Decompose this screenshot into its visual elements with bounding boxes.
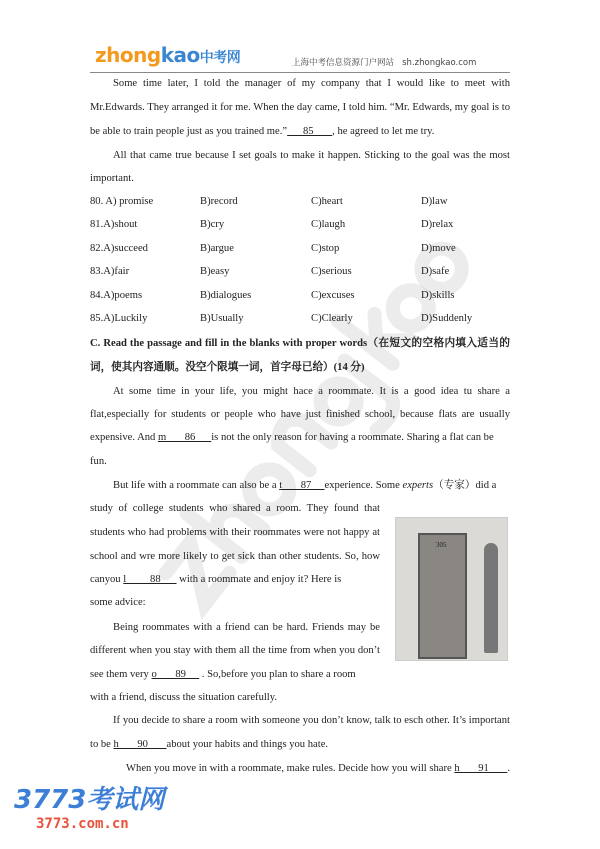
section-heading: C. Read the passage and fill in the blanks with proper words（在短文的空格内填入适当的 (90, 338, 510, 349)
text-line: students who had problems with their roommates were not happy at (90, 527, 380, 538)
blank-85: 85 (287, 126, 333, 137)
text-line: When you move in with a roommate, make rules. Decide how you will share h 91 . (126, 763, 510, 774)
option-81-C: C)laugh (311, 219, 346, 230)
option-81-B: B)cry (200, 219, 225, 230)
text-line: to be h 90 about your habits and things you hate. (90, 739, 329, 750)
option-82-B: B)argue (200, 243, 234, 254)
text-line: see them very o 89 . So,before you plan to share a room (90, 669, 356, 680)
option-83-A: 83.A)fair (90, 266, 130, 277)
option-85-A: 85.A)Luckily (90, 313, 148, 324)
text-line: Being roommates with a friend can be hard. Friends may be (113, 622, 380, 633)
text-line: with a friend, discuss the situation carefully. (90, 692, 278, 703)
site-url[interactable]: sh.zhongkao.com (402, 58, 477, 68)
option-80-B: B)record (200, 196, 238, 207)
option-81-D: D)relax (421, 219, 454, 230)
option-83-C: C)serious (311, 266, 352, 277)
site-header: 上海中考信息资源门户网站 sh.zhongkao.com (292, 58, 477, 68)
option-84-B: B)dialogues (200, 290, 252, 301)
text-line: If you decide to share a room with someone you don’t know, talk to esch other. It’s important (113, 715, 510, 726)
option-84-A: 84.A)poems (90, 290, 143, 301)
option-84-D: D)skills (421, 290, 455, 301)
option-80-C: C)heart (311, 196, 343, 207)
option-80-A: 80. A) promise (90, 196, 154, 207)
boy-figure (484, 543, 498, 653)
text-line: Some time later, I told the manager of my company that I would like to meet with (113, 78, 510, 89)
blank-90: h 90 (113, 739, 167, 750)
option-82-D: D)move (421, 243, 456, 254)
text-line: But life with a roommate can also be a t 87 experience. Some experts（专家）did a (113, 480, 497, 491)
blank-89: o 89 (151, 669, 200, 680)
option-85-C: C)Clearly (311, 313, 353, 324)
door: 305 (418, 533, 467, 659)
option-84-C: C)excuses (311, 290, 355, 301)
roommate-illustration (395, 517, 508, 661)
text-line: some advice: (90, 597, 146, 608)
option-82-C: C)stop (311, 243, 340, 254)
text-line: expensive. And m 86 is not the only reason for having a roommate. Sharing a flat can be (90, 432, 494, 443)
option-85-D: D)Suddenly (421, 313, 473, 324)
option-80-D: D)law (421, 196, 448, 207)
text-line: be able to train people just as you trained me.” 85 , he agreed to let me try. (90, 126, 435, 137)
footer-brand-logo[interactable]: 3773考试网 (14, 785, 165, 815)
option-85-B: B)Usually (200, 313, 244, 324)
footer-url[interactable]: 3773.com.cn (36, 816, 129, 832)
text-line: Mr.Edwards. They arranged it for me. When the day came, I told him. “Mr. Edwards, my goal is to (90, 102, 510, 113)
text-line: All that came true because I set goals to make it happen. Sticking to the goal was the most (113, 150, 510, 161)
header-divider (90, 72, 510, 73)
text-line: school and wre more likely to get sick than other students. So, how (90, 551, 380, 562)
option-82-A: 82.A)succeed (90, 243, 148, 254)
blank-87: t 87 (279, 480, 325, 491)
text-line: important. (90, 173, 134, 184)
option-81-A: 81.A)shout (90, 219, 138, 230)
blank-88: l 88 (123, 574, 177, 585)
blank-91: h 91 (454, 763, 508, 774)
text-line: different when you stay with them all the time from when you don’t (90, 645, 380, 656)
zhongkao-logo[interactable]: zhongkao中考网 (95, 43, 241, 67)
option-83-B: B)easy (200, 266, 230, 277)
blank-86: m 86 (157, 432, 212, 443)
text-line: canyou l 88 with a roommate and enjoy it? Here is (90, 574, 342, 585)
section-heading: 词，使其内容通顺。没空个限填一词，首字母已给）(14 分) (90, 362, 365, 373)
text-line: study of college students who shared a room. They found that (90, 503, 380, 514)
option-83-D: D)safe (421, 266, 450, 277)
text-line: fun. (90, 456, 107, 467)
text-line: flat,especially for students or people who have just finished school, because flats are usually (90, 409, 510, 420)
text-line: At some time in your life, you might hace a roommate. It is a good idea tu share a (113, 386, 510, 397)
